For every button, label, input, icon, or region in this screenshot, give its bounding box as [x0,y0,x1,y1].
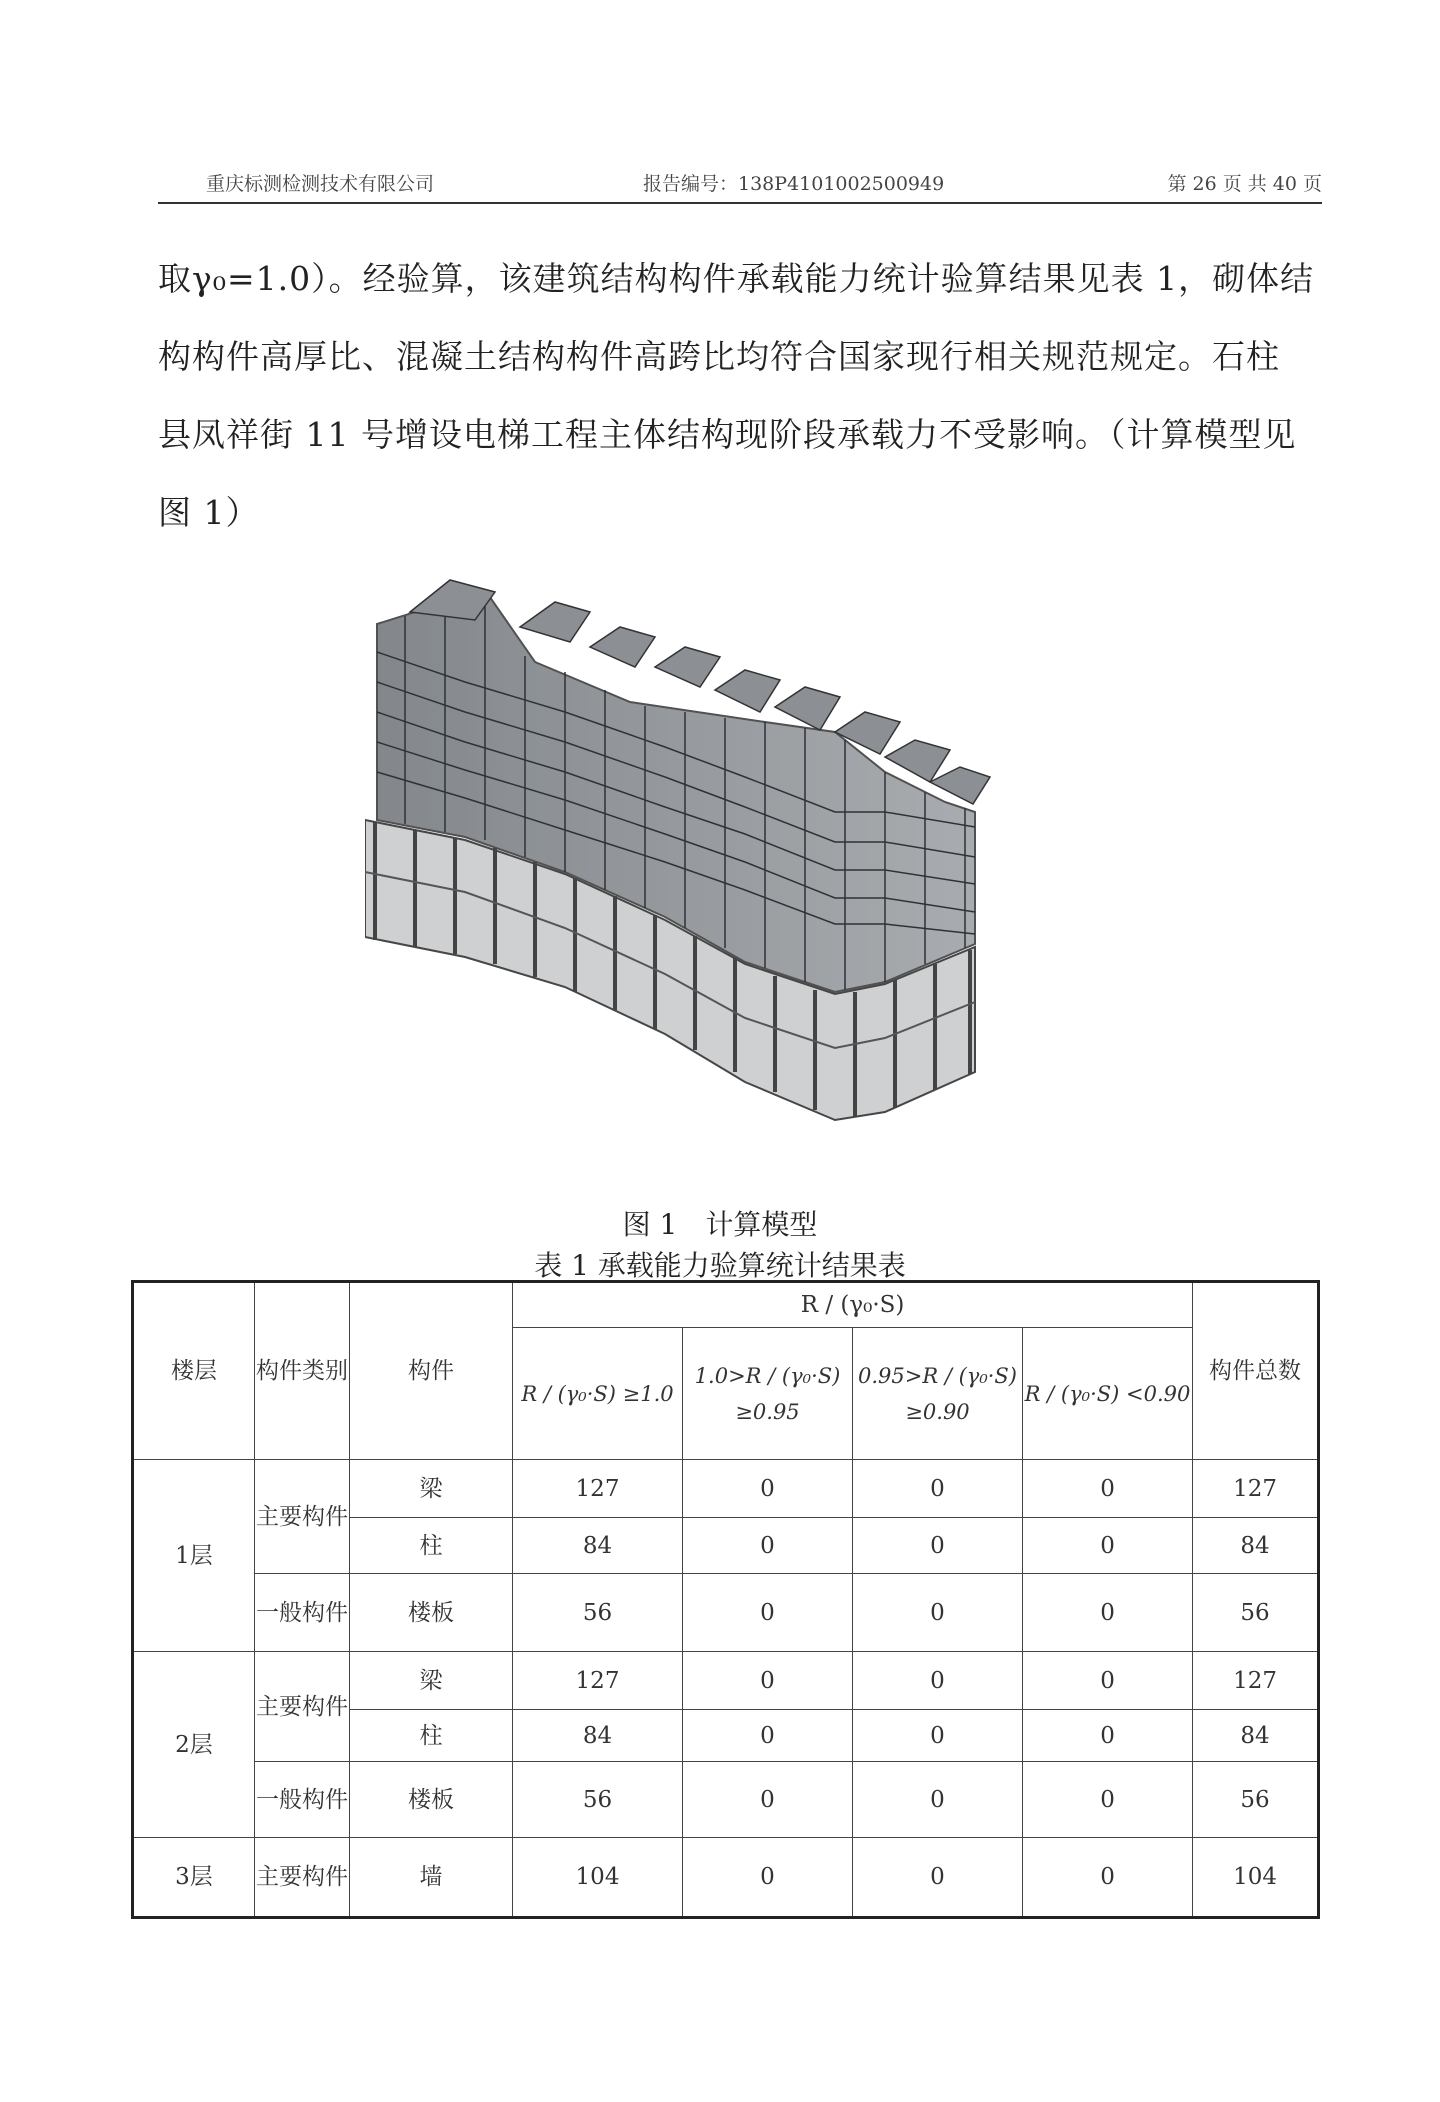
cell-r3: 0 [853,1518,1023,1574]
cell-floor: 1层 [133,1460,255,1652]
cell-total: 84 [1193,1710,1319,1762]
cell-total: 56 [1193,1762,1319,1838]
cell-r1: 84 [513,1710,683,1762]
cell-component: 楼板 [350,1762,513,1838]
cell-r3: 0 [853,1574,1023,1652]
cell-floor: 3层 [133,1838,255,1918]
header-page-number: 第 26 页 共 40 页 [1167,173,1322,195]
cell-r2: 0 [683,1574,853,1652]
header-ratio-lt-090: R / (γ₀·S) <0.90 [1023,1328,1193,1460]
cell-type: 主要构件 [255,1460,350,1574]
body-paragraph [158,240,1322,552]
paragraph-line: 图 1） [158,493,260,532]
cell-r1: 84 [513,1518,683,1574]
table-caption: 表 1 承载能力验算统计结果表 [534,1249,906,1282]
cell-component: 柱 [350,1518,513,1574]
cell-r4: 0 [1023,1762,1193,1838]
cell-type: 主要构件 [255,1838,350,1918]
cell-type: 主要构件 [255,1652,350,1762]
table-row [133,1574,1319,1652]
cell-r2: 0 [683,1838,853,1918]
paragraph-line: 县凤祥街 11 号增设电梯工程主体结构现阶段承载力不受影响。（计算模型见 [158,415,1297,454]
cell-component: 墙 [350,1838,513,1918]
cell-r4: 0 [1023,1652,1193,1710]
cell-r3: 0 [853,1710,1023,1762]
header-total: 构件总数 [1193,1282,1319,1460]
cell-r2: 0 [683,1762,853,1838]
cell-r1: 127 [513,1460,683,1518]
cell-r1: 104 [513,1838,683,1918]
capacity-result-table [131,1280,1320,1919]
cell-component: 楼板 [350,1574,513,1652]
cell-r3: 0 [853,1762,1023,1838]
table-row [133,1652,1319,1710]
building-frame-image [365,572,1125,1192]
header-floor: 楼层 [133,1282,255,1460]
header-ratio-group: R / (γ₀·S) [513,1282,1193,1328]
header-company: 重庆标测检测技术有限公司 [206,173,435,195]
header-ratio-ge-1: R / (γ₀·S) ≥1.0 [513,1328,683,1460]
cell-r3: 0 [853,1652,1023,1710]
cell-r2: 0 [683,1460,853,1518]
page-header [158,168,1322,204]
cell-total: 104 [1193,1838,1319,1918]
cell-type: 一般构件 [255,1762,350,1838]
paragraph-line: 构构件高厚比、混凝土结构构件高跨比均符合国家现行相关规范规定。石柱 [158,337,1280,376]
cell-floor: 2层 [133,1652,255,1838]
cell-r3: 0 [853,1460,1023,1518]
cell-total: 56 [1193,1574,1319,1652]
cell-total: 84 [1193,1518,1319,1574]
table-row [133,1762,1319,1838]
cell-r2: 0 [683,1710,853,1762]
header-component: 构件 [350,1282,513,1460]
cell-type: 一般构件 [255,1574,350,1652]
table-row [133,1838,1319,1918]
cell-component: 梁 [350,1652,513,1710]
cell-component: 梁 [350,1460,513,1518]
cell-r1: 56 [513,1574,683,1652]
header-report-number: 报告编号：138P4101002500949 [643,173,945,195]
paragraph-line: 取γ₀=1.0）。经验算，该建筑结构构件承载能力统计验算结果见表 1，砌体结 [158,259,1315,298]
cell-r4: 0 [1023,1574,1193,1652]
table-row [133,1460,1319,1518]
cell-r1: 56 [513,1762,683,1838]
cell-r2: 0 [683,1518,853,1574]
cell-total: 127 [1193,1460,1319,1518]
cell-r4: 0 [1023,1838,1193,1918]
cell-component: 柱 [350,1710,513,1762]
structural-model-figure [365,572,1125,1192]
header-component-type: 构件类别 [255,1282,350,1460]
header-ratio-090-095: 0.95>R / (γ₀·S) ≥0.90 [853,1328,1023,1460]
cell-total: 127 [1193,1652,1319,1710]
cell-r1: 127 [513,1652,683,1710]
cell-r2: 0 [683,1652,853,1710]
cell-r4: 0 [1023,1518,1193,1574]
cell-r3: 0 [853,1838,1023,1918]
figure-caption: 图 1 计算模型 [622,1208,818,1241]
header-ratio-095-1: 1.0>R / (γ₀·S) ≥0.95 [683,1328,853,1460]
cell-r4: 0 [1023,1710,1193,1762]
cell-r4: 0 [1023,1460,1193,1518]
